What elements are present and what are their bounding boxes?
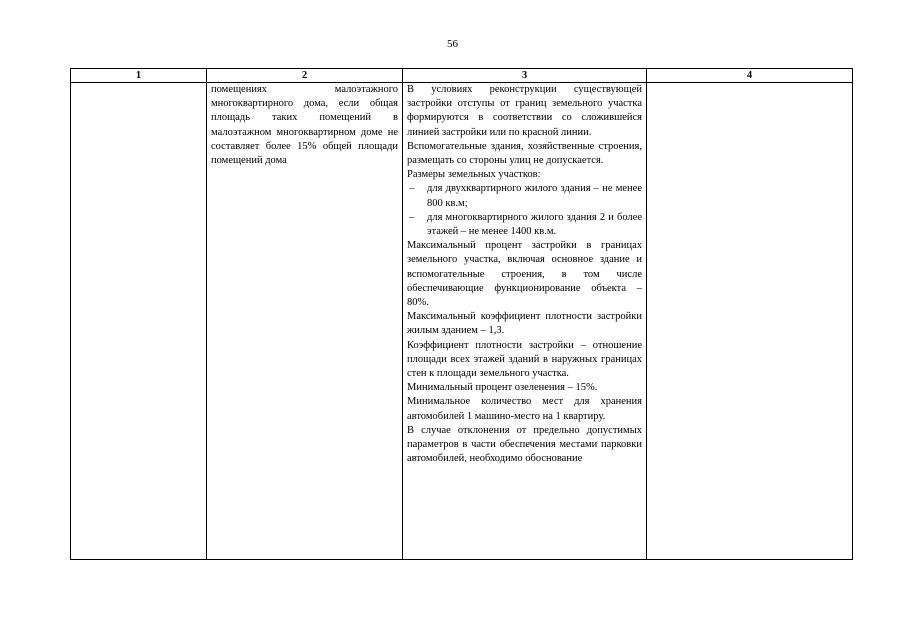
cell-col-1 [71, 83, 207, 560]
list-item [407, 211, 642, 239]
table-row [71, 83, 853, 560]
col3-paragraph-3: Размеры земельных участков: [407, 169, 541, 181]
column-header-1: 1 [71, 69, 207, 83]
table-header-row [71, 69, 853, 83]
cell-col-3 [403, 83, 647, 560]
col2-text: помещениях малоэтажного многоквартирного дома, если общая площадь таких помещений в малоэтажном многоквартирном доме не составляет более 15% общей площади помещений дома [211, 84, 398, 167]
col3-paragraph-1: В условиях реконструкции существующей застройки отступы от границ земельного участка формируются в соответствии со сложившейся линией застройки или по красной линии. [407, 84, 642, 138]
dash-bullet-icon: – [409, 211, 415, 223]
col3-paragraph-7: Минимальный процент озеленения – 15%. [407, 382, 598, 394]
cell-col-2 [207, 83, 403, 560]
col3-paragraph-2: Вспомогательные здания, хозяйственные строения, размещать со стороны улиц не допускается. [407, 140, 642, 167]
list-item [407, 182, 642, 210]
col3-paragraph-6: Коэффициент плотности застройки – отношение площади всех этажей зданий в наружных границах стен к площади земельного участка. [407, 339, 642, 380]
col3-paragraph-9: В случае отклонения от предельно допустимых параметров в части обеспечения местами парковки автомобилей, необходимо обоснование [407, 424, 642, 465]
dash-bullet-icon: – [409, 183, 415, 195]
col3-paragraph-5: Максимальный коэффициент плотности застройки жилым зданием – 1,3. [407, 311, 642, 337]
column-header-4: 4 [647, 69, 853, 83]
col3-paragraph-8: Минимальное количество мест для хранения автомобилей 1 машино-место на 1 квартиру. [407, 396, 642, 422]
cell-col-4 [647, 83, 853, 560]
col3-paragraph-4: Максимальный процент застройки в границах земельного участка, включая основное здание и вспомогательные строения, в том числе обеспечивающие функционирование объекта – 80%. [407, 240, 642, 309]
list-item-text: для двухквартирного жилого здания – не менее 800 кв.м; [427, 183, 642, 209]
regulations-table [70, 68, 853, 560]
column-header-3: 3 [403, 69, 647, 83]
list-item-text: для многоквартирного жилого здания 2 и более этажей – не менее 1400 кв.м. [427, 211, 642, 238]
column-header-2: 2 [207, 69, 403, 83]
page-number: 56 [447, 38, 458, 50]
